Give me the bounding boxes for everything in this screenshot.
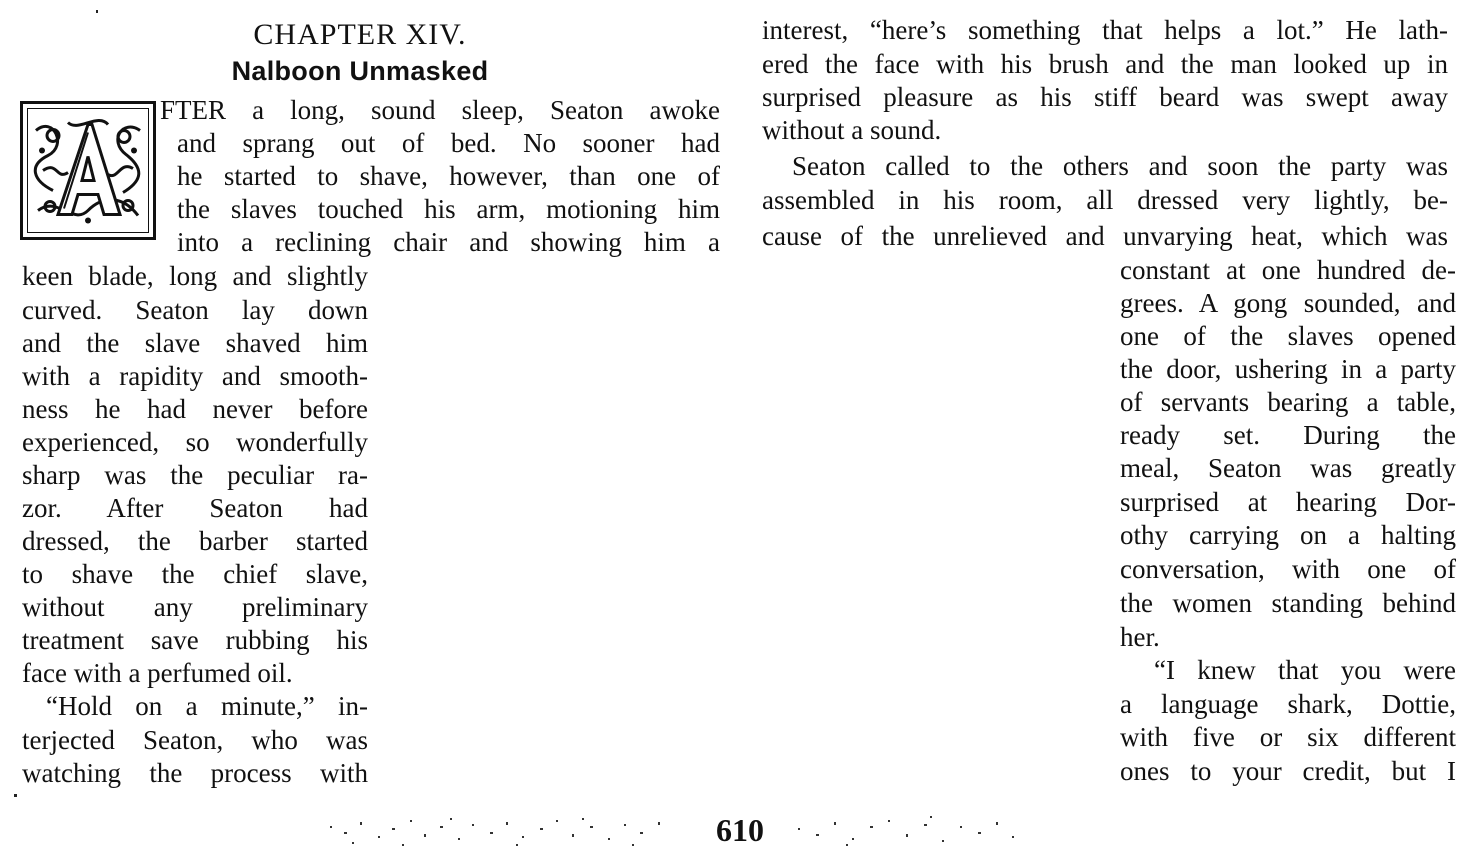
text-line: constant at one hundred de- bbox=[1120, 255, 1456, 285]
text-line: the door, ushering in a party bbox=[1120, 354, 1456, 384]
text-line: experienced, so wonderfully bbox=[22, 427, 368, 457]
text-line: terjected Seaton, who was bbox=[22, 725, 368, 755]
text-line: and sprang out of bed. No sooner had bbox=[177, 128, 720, 158]
text-line: “Hold on a minute,” in- bbox=[46, 691, 368, 721]
text-line: into a reclining chair and showing him a bbox=[177, 227, 720, 257]
page-number: 610 bbox=[716, 812, 764, 848]
text-line: the slaves touched his arm, motioning him bbox=[177, 194, 720, 224]
text-line: without a sound. bbox=[762, 115, 942, 145]
dropcap-ornament bbox=[20, 101, 156, 240]
text-line: assembled in his room, all dressed very lightly, be- bbox=[762, 185, 1448, 215]
text-line: cause of the unrelieved and unvarying heat, which was bbox=[762, 221, 1448, 251]
text-line: FTER a long, sound sleep, Seaton awoke bbox=[160, 95, 720, 125]
text-line: interest, “here’s something that helps a lot.” He lath- bbox=[762, 15, 1448, 45]
scan-noise-right bbox=[790, 812, 1030, 852]
text-line: meal, Seaton was greatly bbox=[1120, 453, 1456, 483]
text-line: without any preliminary bbox=[22, 592, 368, 622]
text-line: grees. A gong sounded, and bbox=[1120, 288, 1456, 318]
text-line: he started to shave, however, than one of bbox=[177, 161, 720, 191]
chapter-title: Nalboon Unmasked bbox=[231, 56, 489, 86]
text-line: dressed, the barber started bbox=[22, 526, 368, 556]
text-line: one of the slaves opened bbox=[1120, 321, 1456, 351]
dropcap-letter-a-icon bbox=[28, 109, 148, 232]
text-line: sharp was the peculiar ra- bbox=[22, 460, 368, 490]
text-line: with a rapidity and smooth- bbox=[22, 361, 368, 391]
text-line: ness he had never before bbox=[22, 394, 368, 424]
scan-speck bbox=[14, 794, 17, 797]
text-line: to shave the chief slave, bbox=[22, 559, 368, 589]
text-line: watching the process with bbox=[22, 758, 368, 788]
text-line: “I knew that you were bbox=[1154, 655, 1456, 685]
text-line: curved. Seaton lay down bbox=[22, 295, 368, 325]
text-line: ones to your credit, but I bbox=[1120, 756, 1456, 786]
text-line: her. bbox=[1120, 622, 1160, 652]
scan-noise-left bbox=[320, 812, 680, 852]
text-line: keen blade, long and slightly bbox=[22, 261, 368, 291]
text-line: face with a perfumed oil. bbox=[22, 658, 293, 688]
text-line: surprised pleasure as his stiff beard was swept away bbox=[762, 82, 1448, 112]
text-line: and the slave shaved him bbox=[22, 328, 368, 358]
chapter-heading: CHAPTER XIV. bbox=[253, 18, 467, 51]
text-line: zor. After Seaton had bbox=[22, 493, 368, 523]
text-line: ered the face with his brush and the man looked up in bbox=[762, 49, 1448, 79]
scan-speck bbox=[96, 10, 98, 13]
text-line: othy carrying on a halting bbox=[1120, 520, 1456, 550]
text-line: Seaton called to the others and soon the party was bbox=[792, 151, 1448, 181]
text-line: with five or six different bbox=[1120, 722, 1456, 752]
text-line: of servants bearing a table, bbox=[1120, 387, 1456, 417]
text-line: surprised at hearing Dor- bbox=[1120, 487, 1456, 517]
text-line: a language shark, Dottie, bbox=[1120, 689, 1456, 719]
text-line: conversation, with one of bbox=[1120, 554, 1456, 584]
text-line: ready set. During the bbox=[1120, 420, 1456, 450]
text-line: the women standing behind bbox=[1120, 588, 1456, 618]
text-line: treatment save rubbing his bbox=[22, 625, 368, 655]
